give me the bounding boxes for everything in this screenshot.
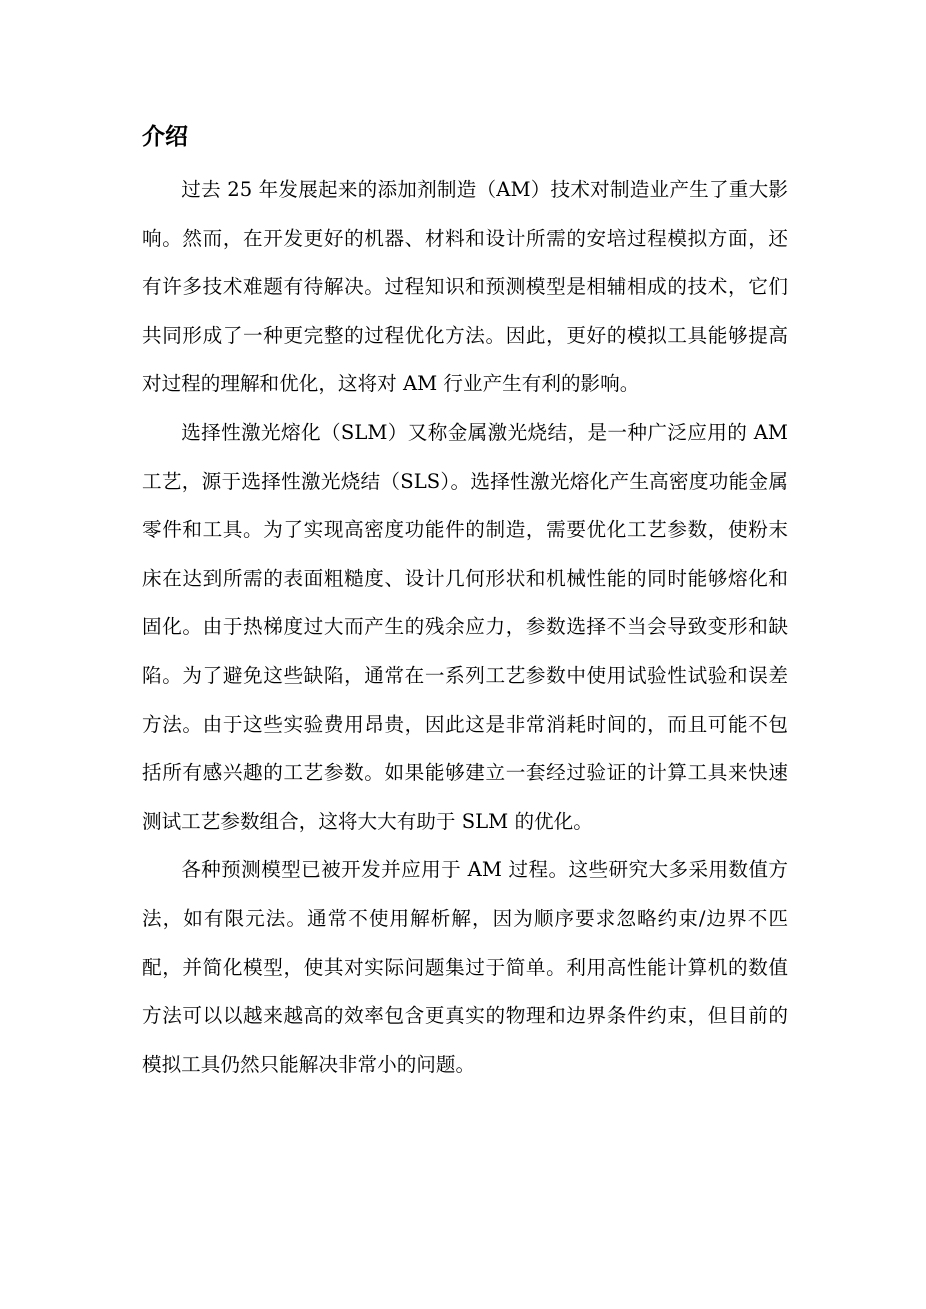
section-heading: 介绍	[142, 124, 188, 150]
paragraph-am-background: 过去 25 年发展起来的添加剂制造（AM）技术对制造业产生了重大影响。然而，在开发更好的机器、材料和设计所需的安培过程模拟方面，还有许多技术难题有待解决。过程知识和预测模型是相辅相成的技术，它们共同形成了一种更完整的过程优化方法。因此，更好的模拟工具能够提高对过程的理解和优化，这将对 AM 行业产生有利的影响。	[142, 178, 788, 396]
document-body	[142, 118, 788, 1089]
paragraph-slm-process: 选择性激光熔化（SLM）又称金属激光烧结，是一种广泛应用的 AM 工艺，源于选择性激光烧结（SLS）。选择性激光熔化产生高密度功能金属零件和工具。为了实现高密度功能件的制造，需要优化工艺参数，使粉末床在达到所需的表面粗糙度、设计几何形状和机械性能的同时能够熔化和固化。由于热梯度过大而产生的残余应力，参数选择不当会导致变形和缺陷。为了避免这些缺陷，通常在一系列工艺参数中使用试验性试验和误差方法。由于这些实验费用昂贵，因此这是非常消耗时间的，而且可能不包括所有感兴趣的工艺参数。如果能够建立一套经过验证的计算工具来快速测试工艺参数组合，这将大大有助于 SLM 的优化。	[142, 420, 788, 833]
paragraph-predictive-models: 各种预测模型已被开发并应用于 AM 过程。这些研究大多采用数值方法，如有限元法。通常不使用解析解，因为顺序要求忽略约束/边界不匹配，并简化模型，使其对实际问题集过于简单。利用高性能计算机的数值方法可以以越来越高的效率包含更真实的物理和边界条件约束，但目前的模拟工具仍然只能解决非常小的问题。	[142, 858, 788, 1076]
